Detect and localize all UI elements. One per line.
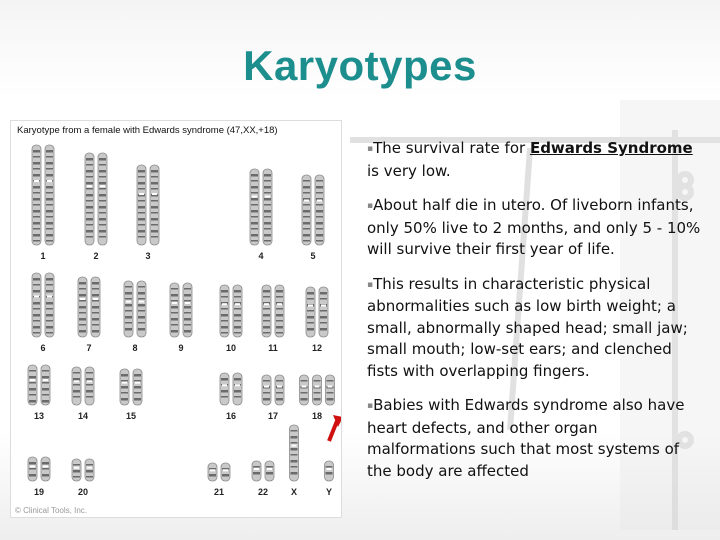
chromosome-label: 5 (310, 251, 316, 261)
chromosome-14 (85, 367, 94, 405)
chromosome-label: 21 (213, 487, 224, 497)
bullet-mortality (367, 195, 702, 261)
chromosome-label: 4 (258, 251, 264, 261)
edwards-syndrome-term: Edwards Syndrome (529, 139, 693, 157)
chromosome-6 (32, 273, 41, 337)
chromosome-8 (137, 281, 146, 337)
bullet-abnormalities (367, 274, 702, 383)
chromosome-label: 7 (86, 343, 92, 353)
bullet-text: About half die in utero. Of liveborn infants, only 50% live to 2 months, and only 5 - 10% will survive their first year of life. (367, 196, 701, 258)
chromosome-21 (221, 463, 230, 481)
chromosome-4 (250, 169, 259, 245)
chromosome-2 (98, 153, 107, 245)
chromosome-label: 9 (178, 343, 184, 353)
chromosome-12 (319, 287, 328, 337)
chromosome-11 (275, 285, 284, 337)
chromosome-label: 18 (311, 411, 322, 421)
chromosome-15 (120, 369, 129, 405)
chromosome-7 (91, 277, 100, 337)
chromosome-19 (41, 457, 50, 481)
chromosome-1 (45, 145, 54, 245)
chromosome-label: 15 (125, 411, 136, 421)
chromosome-9 (183, 283, 192, 337)
chromosome-Y (325, 461, 334, 481)
karyotype-figure (10, 120, 342, 518)
chromosome-13 (28, 365, 37, 405)
chromosome-22 (252, 461, 261, 481)
chromosome-label: 16 (225, 411, 236, 421)
slide-title: Karyotypes (243, 42, 477, 89)
chromosome-11 (262, 285, 271, 337)
chromosome-22 (265, 461, 274, 481)
chromosome-10 (233, 285, 242, 337)
chromosome-15 (133, 369, 142, 405)
chromosome-18 (300, 375, 309, 405)
bullet-marker-icon: ▪ (367, 144, 374, 154)
chromosome-1 (32, 145, 41, 245)
bullet-marker-icon: ▪ (367, 279, 374, 290)
bullet-survival-rate (367, 138, 702, 182)
chromosome-label: 19 (33, 487, 44, 497)
chromosome-10 (220, 285, 229, 337)
chromosome-16 (233, 373, 242, 405)
bullet-marker-icon: ▪ (367, 401, 374, 411)
chromosome-2 (85, 153, 94, 245)
chromosome-13 (41, 365, 50, 405)
chromosome-X (290, 425, 299, 481)
chromosome-3 (137, 165, 146, 245)
chromosome-4 (263, 169, 272, 245)
chromosome-20 (72, 459, 81, 481)
chromosome-19 (28, 457, 37, 481)
bullet-list (367, 138, 702, 495)
chromosome-label: 8 (132, 343, 138, 353)
chromosome-label: 11 (268, 343, 278, 353)
bullet-text: is very low. (367, 161, 451, 180)
chromosome-12 (306, 287, 315, 337)
chromosome-image (11, 121, 341, 517)
chromosome-label: 14 (77, 411, 88, 421)
chromosome-5 (302, 175, 311, 245)
bullet-text: Babies with Edwards syndrome also have heart defects, and other organ malformations such that most systems of the body are affected (367, 396, 685, 480)
chromosome-18 (326, 375, 335, 405)
chromosome-17 (275, 375, 284, 405)
chromosome-label: 10 (225, 343, 236, 353)
chromosome-16 (220, 373, 229, 405)
chromosome-label: Y (325, 487, 332, 497)
chromosome-3 (150, 165, 159, 245)
chromosome-5 (315, 175, 324, 245)
chromosome-7 (78, 277, 87, 337)
chromosome-14 (72, 367, 81, 405)
bullet-marker-icon: ▪ (367, 201, 374, 211)
chromosome-label: 1 (40, 251, 46, 261)
chromosome-label: 6 (40, 343, 46, 353)
chromosome-label: 13 (33, 411, 44, 421)
chromosome-17 (262, 375, 271, 405)
chromosome-label: 22 (257, 487, 268, 497)
copyright-text: © Clinical Tools, Inc. (15, 506, 87, 515)
chromosome-6 (45, 273, 54, 337)
bullet-text: The survival rate for (373, 139, 530, 157)
chromosome-label: 2 (93, 251, 99, 261)
bullet-organ-defects (367, 395, 702, 482)
chromosome-9 (170, 283, 179, 337)
chromosome-8 (124, 281, 133, 337)
trisomy-arrow-icon (329, 415, 341, 441)
chromosome-21 (208, 463, 217, 481)
figure-caption: Karyotype from a female with Edwards syndrome (47,XX,+18) (17, 125, 278, 136)
chromosome-18 (313, 375, 322, 405)
chromosome-label: X (290, 487, 297, 497)
chromosome-label: 20 (77, 487, 88, 497)
chromosome-label: 17 (267, 411, 278, 421)
chromosome-label: 3 (145, 251, 151, 261)
bullet-text: This results in characteristic physical abnormalities such as low birth weight; a small, abnormally shaped head; small jaw; small mouth; low-set ears; and clenched fists with overlapping fingers. (367, 274, 688, 380)
chromosome-label: 12 (311, 343, 322, 353)
chromosome-20 (85, 459, 94, 481)
